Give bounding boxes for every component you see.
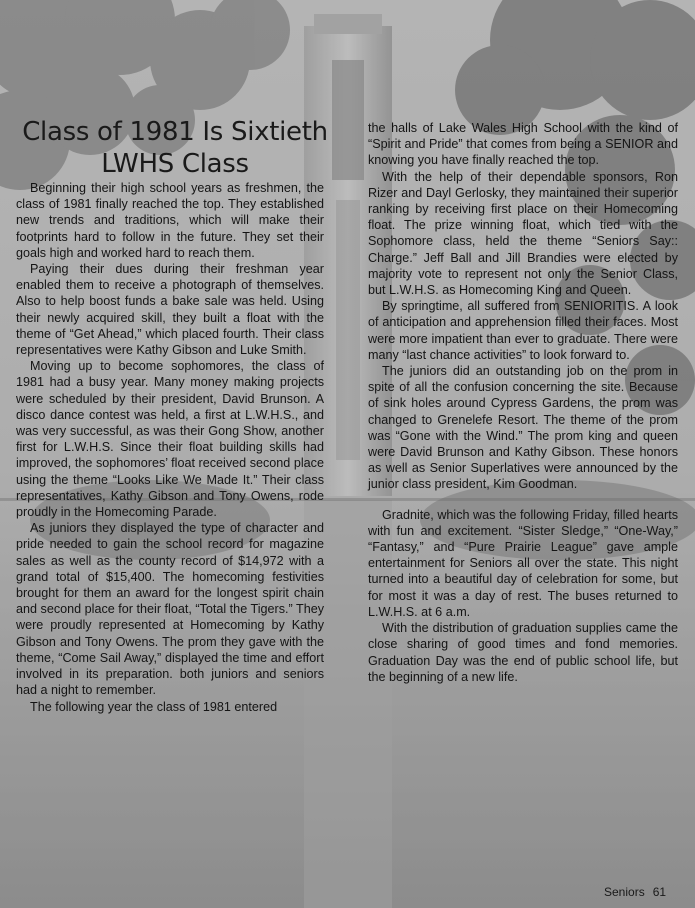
article-title: Class of 1981 Is Sixtieth LWHS Class — [22, 117, 328, 179]
paragraph: Moving up to become sophomores, the class of 1981 had a busy year. Many money making projects were scheduled by their president, David Brunson. A disco dance contest was held, a first at L.W.H.S., and was very successful, as was their Gong Show, another first for L.W.H.S. Since their float building skills had improved, the sophomores’ float received second place using the theme “Looks Like We Made It.” Their class representatives, Kathy Gibson and Tony Owens, rode proudly in the Homecoming Parade. — [16, 359, 324, 520]
page-footer — [604, 885, 666, 899]
paragraph: Gradnite, which was the following Friday, filled hearts with fun and excitement. “Sister Sledge,” “One-Way,” “Fantasy,” and “Pure Prairie League” gave ample entertainment for Seniors all over the state. This night turned into a beautiful day of celebration for some, but for most it was a day of rest. The buses returned to L.W.H.S. at 6 a.m. — [368, 507, 678, 619]
paragraph: The juniors did an outstanding job on the prom in spite of all the confusion concerning the site. Because of sink holes around Cypress Gardens, the prom was changed to Grenelefe Resort. The theme of the prom was “Gone with the Wind.” The prom king and queen were David Brunson and Kathy Gibson. These honors as well as Senior Superlatives were announced by the junior class president, Kim Goodman. — [368, 364, 678, 492]
paragraph: Paying their dues during their freshman year enabled them to receive a photograph of themselves. Also to help boost funds a bake sale was held. Using their newly acquired skill, they built a float with the theme of “Get Ahead,” which placed fourth. Their class representatives were Kathy Gibson and Luke Smith. — [16, 262, 324, 358]
paragraph: As juniors they displayed the type of character and pride needed to gain the school record for magazine sales as well as the county record of $14,972 with a grand total of $15,400. The homecoming festivities brought for them an award for the longest spirit chain and second place for their float, “Total the Tigers.” They were proudly represented at Homecoming by Kathy Gibson and Tony Owens. The prom they gave with the theme, “Come Sail Away,” displayed the time and effort involved in its preparation. both juniors and seniors had a night to remember. — [16, 521, 324, 698]
paragraph: With the help of their dependable sponsors, Ron Rizer and Dayl Gerlosky, they maintained their superior ranking by receiving first place on their Homecoming float. The prize winning float, which tied with the Sophomore class, held the theme “Seniors Say:: Charge.” Jeff Ball and Jill Brandies were elected by majority vote to represent not only the Senior Class, but L.W.H.S. as Homecoming King and Queen. — [368, 169, 678, 298]
paragraph: Beginning their high school years as freshmen, the class of 1981 finally reached the top. They established new trends and traditions, which will make their footprints hard to follow in the future. They set their goals high and worked hard to reach them. — [16, 181, 324, 260]
paragraph: the halls of Lake Wales High School with the kind of “Spirit and Pride” that comes from being a SENIOR and knowing you have finally reached the top. — [368, 121, 678, 168]
paragraph: With the distribution of graduation supplies came the close sharing of good times and fond memories. Graduation Day was the end of public school life, but the beginning of a new life. — [368, 621, 678, 684]
left-text-column — [16, 180, 324, 715]
page-number: 61 — [652, 885, 667, 899]
paragraph: By springtime, all suffered from SENIORITIS. A look of anticipation and apprehension filled their faces. Most were more impatient than ever to graduate. There were many “last chance activities” to look forward to. — [368, 299, 678, 362]
section-label: Seniors — [604, 885, 645, 899]
paragraph: The following year the class of 1981 entered — [30, 699, 278, 714]
right-text-column — [368, 120, 678, 685]
paragraph-gap — [368, 493, 678, 507]
